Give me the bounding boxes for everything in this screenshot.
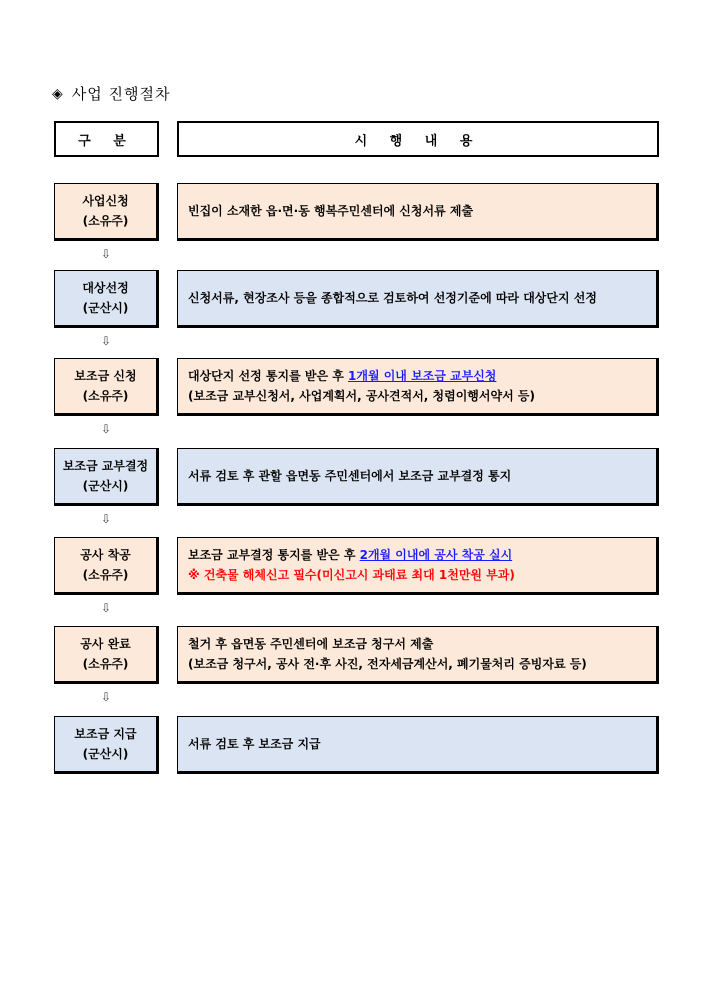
- deadline-link[interactable]: 2개월 이내에 공사 착공 실시: [359, 548, 513, 562]
- content-line: 서류 검토 후 관할 읍면동 주민센터에서 보조금 교부결정 통지: [188, 469, 512, 483]
- stage-actor: (군산시): [82, 301, 129, 315]
- down-arrow-icon: ⇩: [100, 334, 112, 348]
- step-row: [0, 716, 707, 774]
- step-content: [177, 270, 659, 328]
- deadline-link[interactable]: 1개월 이내 보조금 교부신청: [348, 369, 497, 383]
- stage-actor: (소유주): [82, 389, 129, 403]
- warning-note: ※ 건축물 해체신고 필수(미신고시 과태료 최대 1천만원 부과): [188, 568, 515, 582]
- down-arrow-icon: ⇩: [100, 247, 112, 261]
- header-content: 시 행 내 용: [177, 121, 659, 157]
- step-row: [0, 537, 707, 595]
- content-line: 서류 검토 후 보조금 지급: [188, 737, 321, 751]
- stage-label: 대상선정: [82, 281, 129, 295]
- section-title: [52, 83, 171, 104]
- step-row: [0, 270, 707, 328]
- step-row: [0, 358, 707, 416]
- stage-label: 공사 착공: [80, 548, 131, 562]
- stage-label: 공사 완료: [80, 637, 131, 651]
- step-stage: [54, 716, 159, 774]
- down-arrow-icon: ⇩: [100, 422, 112, 436]
- step-stage: [54, 537, 159, 595]
- step-stage: [54, 183, 159, 241]
- diamond-bullet-icon: ◈: [52, 85, 64, 102]
- stage-label: 보조금 신청: [74, 369, 137, 383]
- stage-actor: (소유주): [82, 568, 129, 582]
- down-arrow-icon: ⇩: [100, 512, 112, 526]
- content-line: (보조금 교부신청서, 사업계획서, 공사견적서, 청렴이행서약서 등): [188, 389, 535, 403]
- step-row: [0, 448, 707, 506]
- step-stage: [54, 448, 159, 506]
- content-line: 철거 후 읍면동 주민센터에 보조금 청구서 제출: [188, 637, 434, 651]
- step-content: [177, 358, 659, 416]
- down-arrow-icon: ⇩: [100, 601, 112, 615]
- step-content: [177, 537, 659, 595]
- step-row: [0, 183, 707, 241]
- step-row: [0, 626, 707, 684]
- content-line: 빈집이 소재한 읍·면·동 행복주민센터에 신청서류 제출: [188, 204, 474, 218]
- step-content: [177, 183, 659, 241]
- content-line: (보조금 청구서, 공사 전·후 사진, 전자세금계산서, 폐기물처리 증빙자료 등): [188, 657, 587, 671]
- step-content: [177, 716, 659, 774]
- content-text: 대상단지 선정 통지를 받은 후: [188, 369, 348, 383]
- header-category: 구 분: [54, 121, 159, 157]
- stage-actor: (군산시): [82, 747, 129, 761]
- stage-label: 보조금 교부결정: [62, 459, 149, 473]
- stage-actor: (군산시): [82, 479, 129, 493]
- down-arrow-icon: ⇩: [100, 690, 112, 704]
- step-stage: [54, 270, 159, 328]
- content-line: [188, 545, 656, 565]
- stage-actor: (소유주): [82, 657, 129, 671]
- step-stage: [54, 358, 159, 416]
- stage-actor: (소유주): [82, 214, 129, 228]
- step-content: [177, 626, 659, 684]
- stage-label: 사업신청: [82, 194, 129, 208]
- step-stage: [54, 626, 159, 684]
- content-line: 신청서류, 현장조사 등을 종합적으로 검토하여 선정기준에 따라 대상단지 선정: [188, 291, 597, 305]
- content-text: 보조금 교부결정 통지를 받은 후: [188, 548, 360, 562]
- section-title-text: 사업 진행절차: [71, 85, 171, 103]
- stage-label: 보조금 지급: [74, 727, 137, 741]
- step-content: [177, 448, 659, 506]
- content-line: [188, 366, 656, 386]
